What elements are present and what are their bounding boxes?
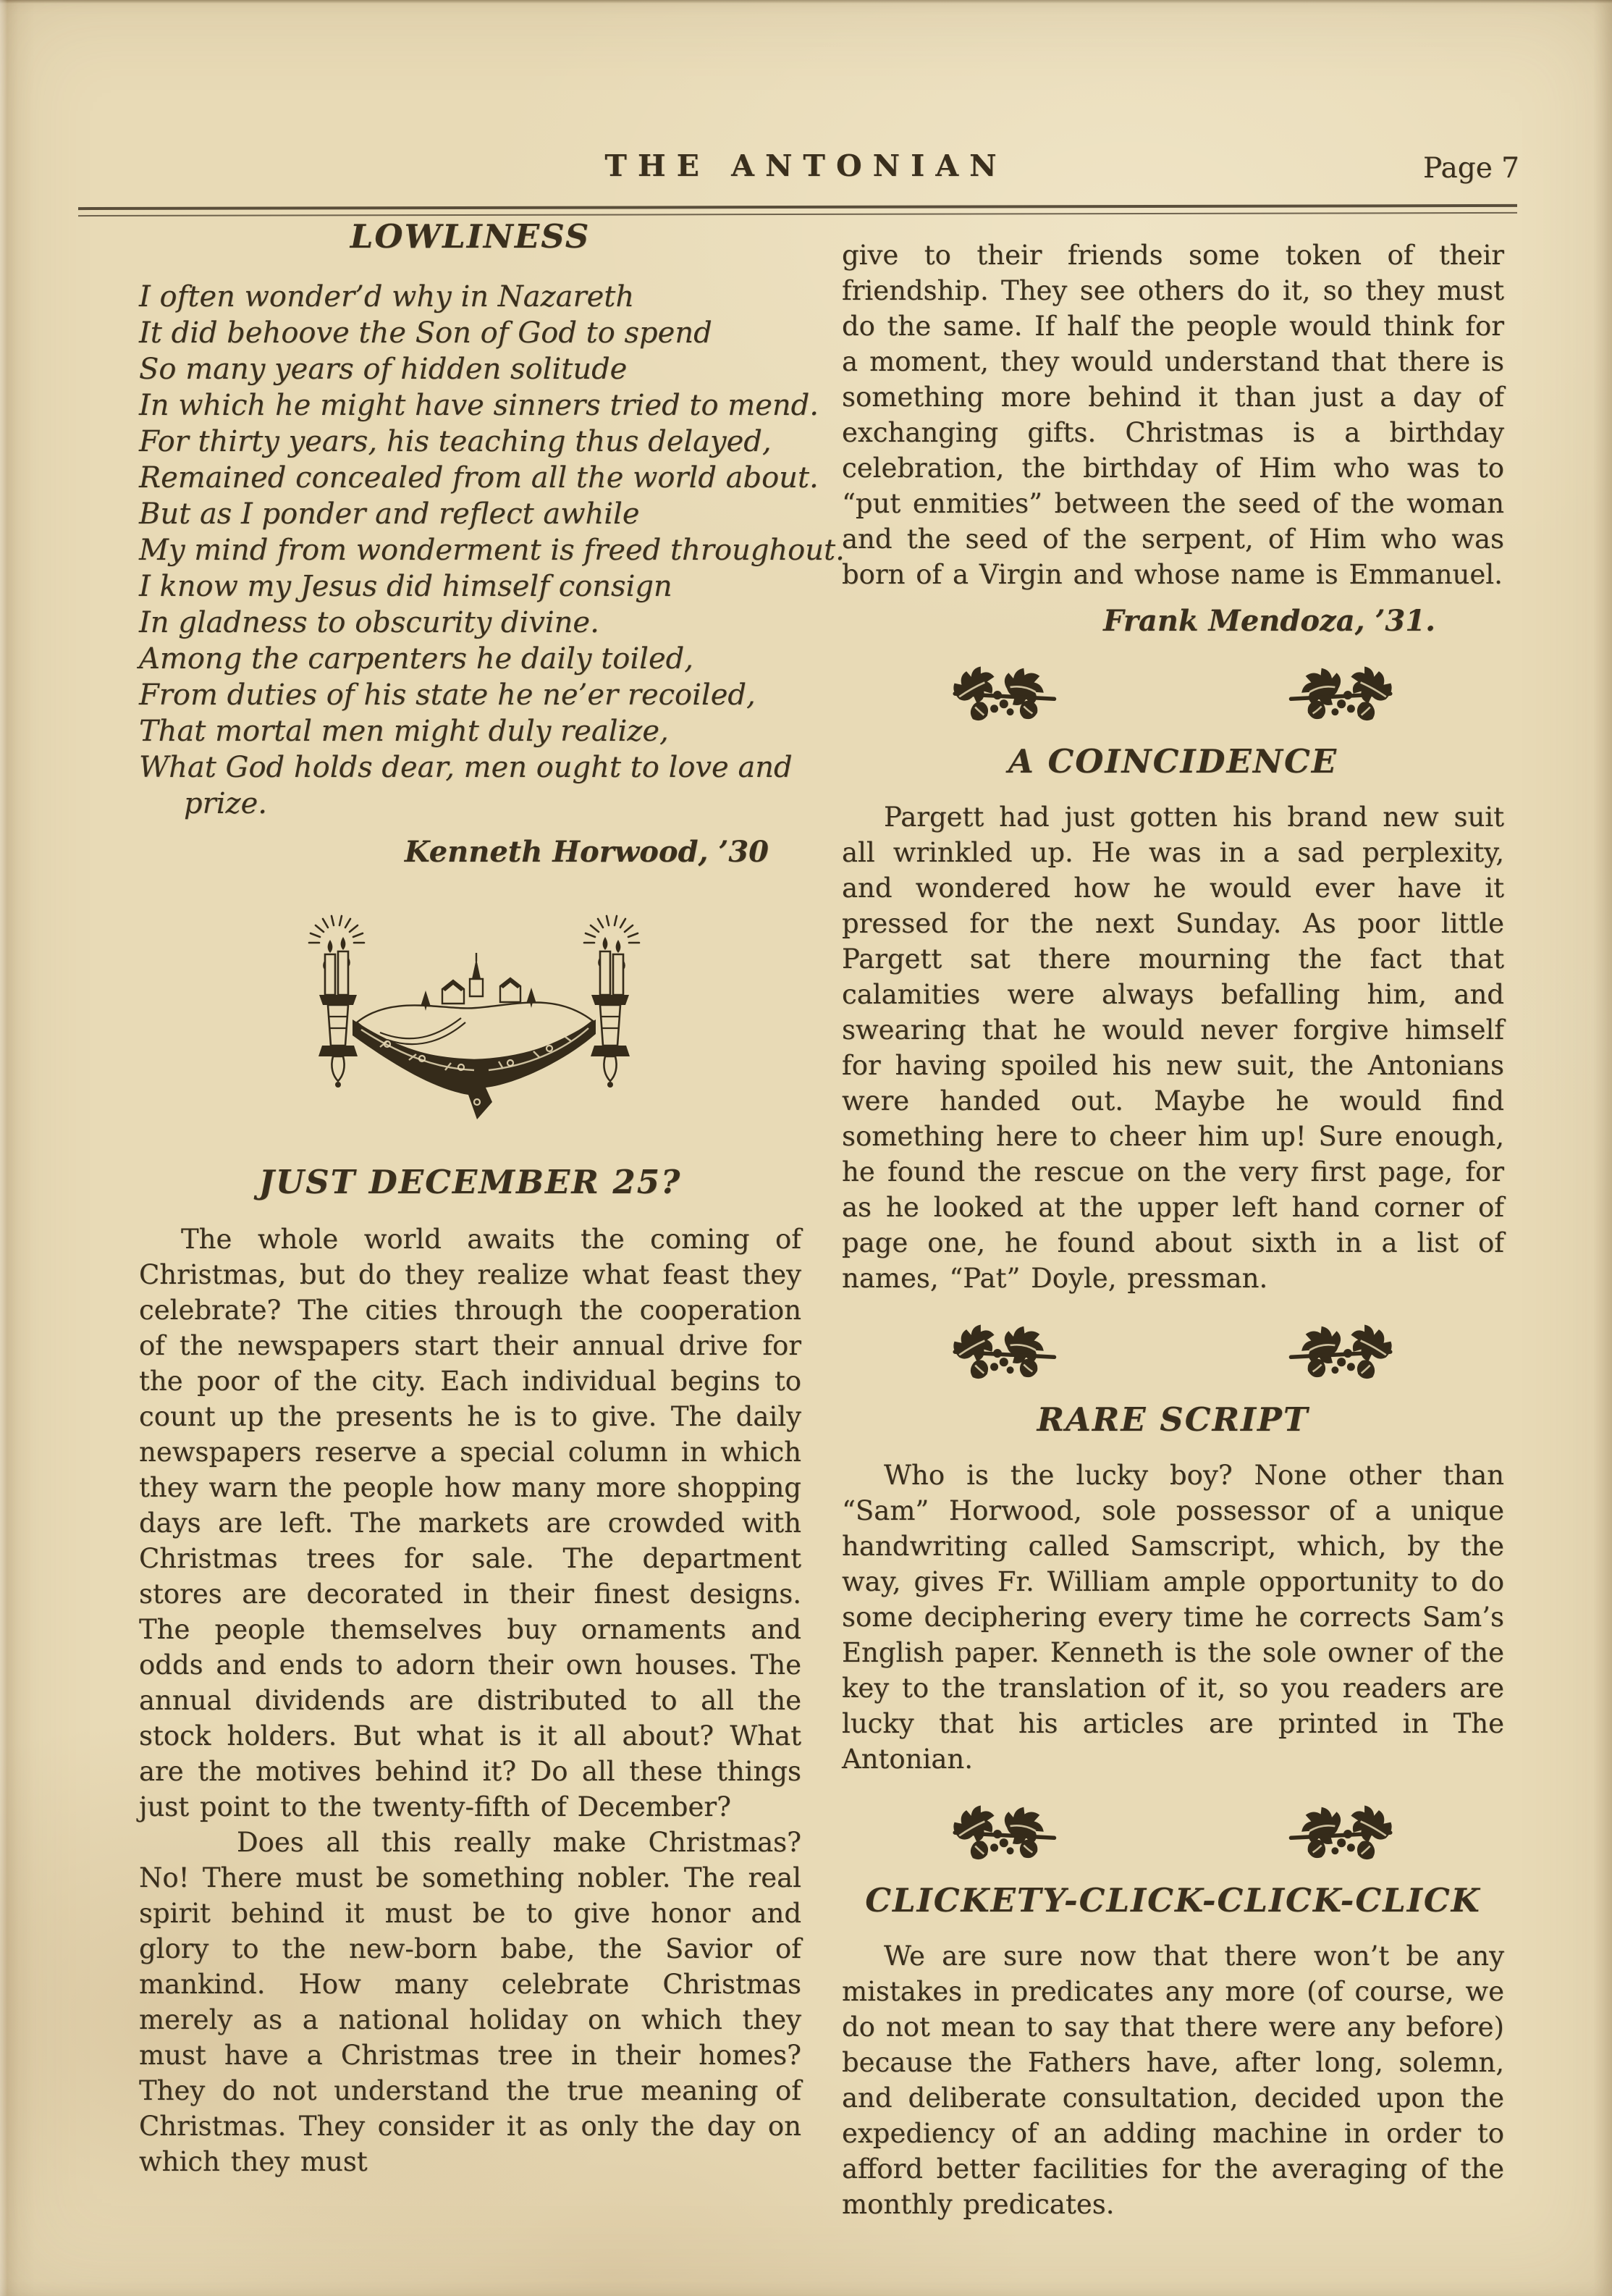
- masthead-title: THE ANTONIAN: [604, 148, 1008, 183]
- article-paragraph: Pargett had just gotten his brand new suit all wrinkled up. He was in a sad perplexity, and wondered how he would ever have it pressed for the next Sunday. As poor little Pargett sat there mourning the fact that calamities were always befalling him, and swearing that he would never forgive himself for having spoiled his new suit, the Antonians were handed out. Maybe he would find something here to cheer him up! Sure enough, he found the rescue on the very first page, for as he looked at the upper left hand corner of page one, he found about sixth in a list of names, “Pat” Doyle, pressman.: [842, 802, 1504, 1294]
- poem-title: LOWLINESS: [350, 217, 591, 256]
- poem-byline: Kenneth Horwood, ’30: [404, 835, 769, 869]
- poem-line: What God holds dear, men ought to love and: [139, 751, 793, 784]
- article-title: A COINCIDENCE: [1008, 742, 1338, 781]
- poem-line: But as I ponder and reflect awhile: [139, 497, 640, 531]
- holly-ornament-icon: [1283, 1801, 1397, 1865]
- article-paragraph: We are sure now that there won’t be any mistakes in predicates any more (of course, we do not mean to say that there were any before) because the Fathers have, after long, solemn, and deliberate consultation, decided upon the expediency of an adding machine in order to afford better facilities for the averaging of the monthly predicates.: [842, 1940, 1504, 2220]
- poem-lowliness: [139, 217, 845, 869]
- page-number: Page 7: [1423, 152, 1519, 185]
- poem-line: In which he might have sinners tried to mend.: [139, 389, 819, 422]
- poem-line: So many years of hidden solitude: [139, 353, 628, 386]
- article-just-december-25: [139, 1163, 801, 2179]
- poem-line: In gladness to obscurity divine.: [139, 606, 599, 639]
- poem-line: Remained concealed from all the world about.: [139, 461, 819, 495]
- ornament-row: [842, 1321, 1504, 1384]
- poem-body: [139, 279, 845, 822]
- poem-line: Among the carpenters he daily toiled,: [139, 642, 693, 676]
- holly-ornament-icon: [1283, 1321, 1397, 1384]
- poem-line: For thirty years, his teaching thus delayed,: [139, 425, 772, 458]
- article-title: RARE SCRIPT: [1037, 1400, 1309, 1439]
- poem-line: From duties of his state he ne’er recoiled,: [139, 678, 756, 712]
- article-paragraph: Who is the lucky boy? None other than “Sam” Horwood, sole possessor of a unique handwriting called Samscript, which, by the way, gives Fr. William ample opportunity to do some deciphering every time he corrects Sam’s English paper. Kenneth is the sole owner of the key to the translation of it, so you readers are lucky that his articles are printed in The Antonian.: [842, 1460, 1504, 1775]
- ornament-row: [842, 663, 1504, 726]
- right-column: [842, 237, 1504, 2222]
- holly-ornament-icon: [948, 1801, 1063, 1865]
- poem-line: I often wonder’d why in Nazareth: [139, 280, 635, 314]
- holly-ornament-icon: [948, 663, 1063, 726]
- holly-ornament-icon: [1283, 663, 1397, 726]
- ornament-row: [842, 1801, 1504, 1865]
- poem-line: I know my Jesus did himself consign: [139, 570, 672, 603]
- article-title: CLICKETY-CLICK-CLICK-CLICK: [865, 1881, 1481, 1919]
- article-paragraph: The whole world awaits the coming of Christmas, but do they realize what feast they celebrate? The cities through the cooperation of the newspapers start their annual drive for the poor of the city. Each individual begins to count up the presents he is to give. The daily newspapers reserve a special column in which they warn the people how many more shopping days are left. The markets are crowded with Christmas trees for sale. The department stores are decorated in their finest designs. The people themselves buy ornaments and odds and ends to adorn their own houses. The annual dividends are distributed to all the stock holders. But what is it all about? What are the motives behind it? Do all these things just point to the twenty-fifth of December?: [139, 1224, 801, 1822]
- article-title: JUST DECEMBER 25?: [258, 1163, 682, 1201]
- christmas-candles-village-illustration: [271, 905, 677, 1126]
- article-paragraph: Does all this really make Christmas? No! There must be something nobler. The real spirit behind it must be to give honor and glory to the new-born babe, the Savior of mankind. How many celebrate Christmas merely as a national holiday on which they must have a Christmas tree in their homes? They do not understand the true meaning of Christmas. They consider it as only the day on which they must: [139, 1827, 801, 2177]
- poem-line: It did behoove the Son of God to spend: [139, 316, 712, 350]
- poem-line: My mind from wonderment is freed throughout.: [139, 534, 845, 567]
- poem-line: prize.: [184, 787, 267, 820]
- continued-paragraph: give to their friends some token of their friendship. They see others do it, so they must do the same. If half the people would think for a moment, they would understand that there is something more behind it than just a day of exchanging gifts. Christmas is a birthday celebration, the birthday of Him who was to “put enmities” between the seed of the woman and the seed of the serpent, of Him who was born of a Virgin and whose name is Emmanuel.: [842, 240, 1504, 590]
- illustration-block: [139, 905, 801, 1126]
- holly-ornament-icon: [948, 1321, 1063, 1384]
- poem-line: That mortal men might duly realize,: [139, 715, 669, 748]
- article-byline: Frank Mendoza, ’31.: [1103, 604, 1435, 638]
- masthead-rule: [78, 204, 1517, 216]
